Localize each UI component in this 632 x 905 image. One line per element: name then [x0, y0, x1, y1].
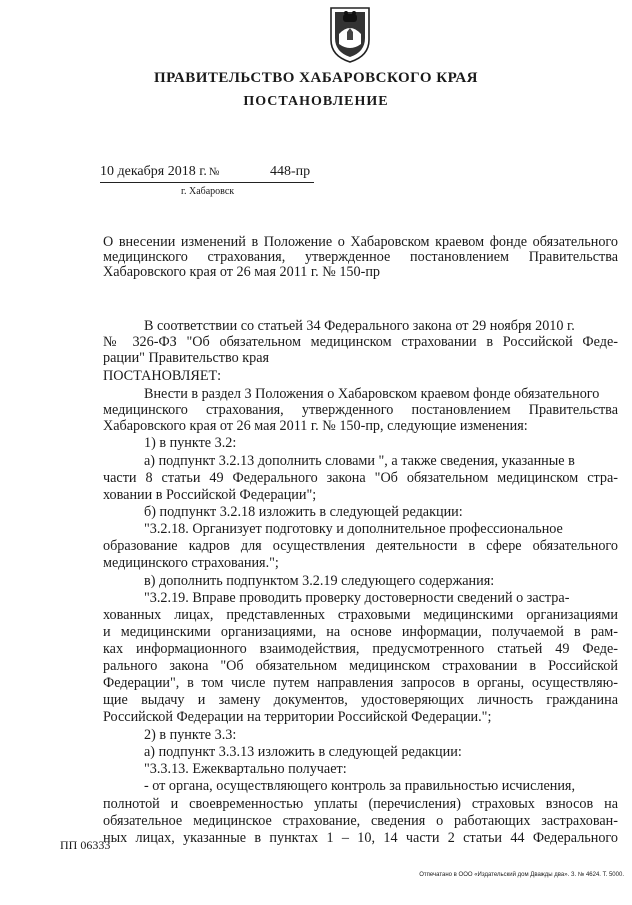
coat-of-arms-emblem — [327, 4, 373, 64]
body-line: ных лицах, указанные в пунктах 1 – 10, 14 части 2 статьи 44 Федерального — [103, 830, 618, 846]
body-line: а) подпункт 3.2.13 дополнить словами ", а также сведения, указанные в — [144, 453, 575, 469]
document-subject: О внесении изменений в Положение о Хабаровском краевом фонде обязательного медицинского страхования, утвержденное постановлением Правительства Хабаровского края от 26 мая 2011 г. № 150-пр — [103, 234, 618, 280]
body-line: а) подпункт 3.3.13 изложить в следующей редакции: — [144, 744, 462, 760]
body-line: ховании в Российской Федерации"; — [103, 487, 317, 503]
document-code: ПП 06333 — [60, 838, 111, 852]
body-line: щие выдачу и замену документов, удостоверяющих личность гражданина — [103, 692, 618, 708]
body-line: 1) в пункте 3.2: — [144, 435, 237, 451]
body-line: Федерации", в том числе путем направления запросов в органы, осуществляю- — [103, 675, 618, 691]
document-number: 448-пр — [270, 164, 311, 179]
body-line: в) дополнить подпунктом 3.2.19 следующего содержания: — [144, 573, 495, 589]
body-line: медицинского страхования, утвержденного постановлением Правительства — [103, 402, 618, 418]
body-line: б) подпункт 3.2.18 изложить в следующей редакции: — [144, 504, 463, 520]
printer-note: Отпечатано в ООО «Издательский дом Дважды два». З. № 4624. Т. 5000. — [419, 872, 624, 878]
body-line: № 326-ФЗ "Об обязательном медицинском страховании в Российской Феде- — [103, 334, 618, 350]
body-line: В соответствии со статьей 34 Федерального закона от 29 ноября 2010 г. — [144, 318, 575, 334]
body-line: образование кадров для осуществления деятельности в сфере обязательного — [103, 538, 618, 554]
body-line: обязательное медицинское страхование, сведения о работающих застрахован- — [103, 813, 618, 829]
document-type-title: ПОСТАНОВЛЕНИЕ — [243, 94, 389, 109]
document-date: 10 декабря 2018 г. — [100, 164, 207, 179]
body-line: медицинского страхования."; — [103, 555, 279, 571]
body-line: "3.3.13. Ежеквартально получает: — [144, 761, 347, 777]
government-title: ПРАВИТЕЛЬСТВО ХАБАРОВСКОГО КРАЯ — [153, 70, 479, 86]
date-number-line — [100, 164, 314, 183]
body-line: "3.2.19. Вправе проводить проверку достоверности сведений о застра- — [144, 590, 570, 606]
body-line: ках информационного взаимодействия, предусмотренного статьей 49 Феде- — [103, 641, 618, 657]
body-line: Хабаровского края от 26 мая 2011 г. № 150-пр, следующие изменения: — [103, 418, 528, 434]
body-line: полнотой и своевременностью уплаты (перечисления) страховых взносов на — [103, 796, 618, 812]
body-line: части 8 статьи 49 Федерального закона "Об обязательном медицинском стра- — [103, 470, 618, 486]
body-line: и медицинскими организациями, на основе информации, получаемой в рам- — [103, 624, 618, 640]
number-sign: № — [208, 166, 220, 178]
body-line: рации" Правительство края — [103, 350, 270, 366]
body-line: "3.2.18. Организует подготовку и дополнительное профессиональное — [144, 521, 563, 537]
body-line-postanovlyaet: ПОСТАНОВЛЯЕТ: — [103, 368, 222, 384]
body-line: Внести в раздел 3 Положения о Хабаровском краевом фонде обязательного — [144, 386, 600, 402]
body-line: - от органа, осуществляющего контроль за правильностью исчисления, — [144, 778, 575, 794]
body-line: 2) в пункте 3.3: — [144, 727, 237, 743]
body-line: хованных лицах, представленных страховыми медицинскими организациями — [103, 607, 618, 623]
city-label: г. Хабаровск — [181, 186, 235, 197]
body-line: Российской Федерации на территории Российской Федерации."; — [103, 709, 492, 725]
body-line: рального закона "Об обязательном медицинском страховании в Российской — [103, 658, 618, 674]
